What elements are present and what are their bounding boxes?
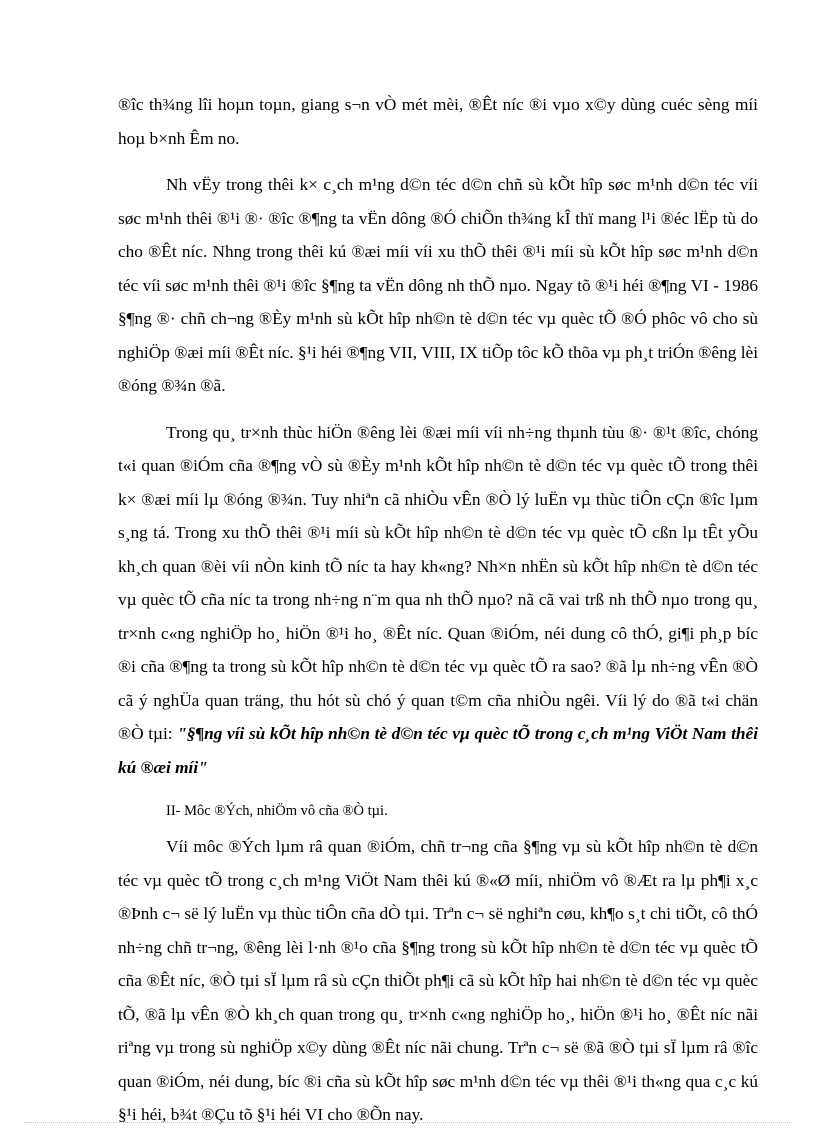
section-heading: II- Môc ®Ých, nhiÖm vô cña ®Ò tµi. — [166, 803, 388, 819]
document-body — [118, 88, 758, 1132]
paragraph-3 — [118, 416, 758, 785]
thesis-title: "§¶ng víi sù kÕt hîp nh©n tè d©n téc vµ quèc tÕ trong c¸ch m¹ng ViÖt Nam thêi kú ®æi míi" — [118, 724, 758, 777]
paragraph-4: Víi môc ®Ých lµm râ quan ®iÓm, chñ tr¬ng cña §¶ng vµ sù kÕt hîp nh©n tè d©n téc vµ quèc tÕ trong c¸ch m¹ng ViÖt Nam thêi kú ®«Ø míi, nhiÖm vô ®Æt ra lµ ph¶i x¸c ®Þnh c¬ së lý luËn vµ thùc tiÔn cña dÒ tµi. Trªn c¬ së nghiªn cøu, kh¶o s¸t chi tiÕt, cô thÓ nh÷ng chñ tr¬ng, ®êng lèi l·nh ®¹o cña §¶ng trong sù kÕt hîp nh©n tè d©n téc vµ quèc tÕ cña ®Êt níc, ®Ò tµi sÏ lµm râ sù cÇn thiÕt ph¶i cã sù kÕt hîp hai nh©n tè d©n téc vµ quèc tÕ, ®ã lµ vÊn ®Ò kh¸ch quan trong qu¸ tr×nh c«ng nghiÖp ho¸, hiÖn ®¹i ho¸ ®Êt níc nãi riªng vµ trong sù nghiÖp x©y dùng ®Êt níc nãi chung. Trªn c¬ së ®ã ®Ò tµi sÏ lµm râ ®îc quan ®iÓm, néi dung, bíc ®i cña sù kÕt hîp søc m¹nh d©n téc vµ thêi ®¹i th«ng qua c¸c kú §¹i héi, b¾t ®Çu tõ §¹i héi VI cho ®Õn nay. — [118, 837, 758, 1124]
paragraph-3-text: Trong qu¸ tr×nh thùc hiÖn ®êng lèi ®æi míi víi nh÷ng thµnh tùu ®· ®¹t ®îc, chóng t«i quan ®iÓm cña ®¶ng vÒ sù ®Èy m¹nh kÕt hîp nh©n tè d©n téc vµ quèc tÕ trong thêi k× ®æi míi lµ ®óng ®¾n. Tuy nhiªn cã nhiÒu vÊn ®Ò lý luËn vµ thùc tiÔn cÇn ®îc lµm s¸ng tá. Trong xu thÕ thêi ®¹i míi sù kÕt hîp nh©n tè d©n téc vµ quèc tÕ cßn lµ tÊt yÕu kh¸ch quan ®èi víi nÒn kinh tÕ níc ta hay kh«ng? Nh×n nhËn sù kÕt hîp nh©n tè d©n téc vµ quèc tÕ cña níc ta trong nh÷ng n¨m qua nh thÕ nµo? nã cã vai trß nh thÕ nµo trong qu¸ tr×nh c«ng nghiÖp ho¸ hiÖn ®¹i ho¸ ®Êt níc. Quan ®iÓm, néi dung cô thÓ, gi¶i ph¸p bíc ®i cña ®¶ng ta trong sù kÕt hîp nh©n tè d©n téc vµ quèc tÕ ra sao? ®ã lµ nh÷ng vÊn ®Ò cã ý nghÜa quan träng, thu hót sù chó ý quan t©m cña nhiÒu ngêi. Víi lý do ®ã t«i chän ®Ò tµi: — [118, 422, 758, 743]
paragraph-1: ®îc th¾ng lîi hoµn toµn, giang s¬n vÒ mét mèi, ®Êt níc ®i vµo x©y dùng cuéc sèng míi hoµ b×nh Êm no. — [118, 95, 758, 148]
paragraph-2: Nh vËy trong thêi k× c¸ch m¹ng d©n téc d©n chñ sù kÕt hîp søc m¹nh d©n téc víi søc m¹nh thêi ®¹i ®· ®îc ®¶ng ta vËn dông ®Ó chiÕn th¾ng kÎ thï mang l¹i ®éc lËp tù do cho ®Êt níc. Nhng trong thêi kú ®æi míi víi xu thÕ thêi ®¹i míi sù kÕt hîp søc m¹nh d©n téc víi søc m¹nh thêi ®¹i ®îc §¶ng ta vËn dông nh thÕ nµo. Ngay tõ ®¹i héi ®¶ng VI - 1986 §¶ng ®· chñ ch¬ng ®Èy m¹nh sù kÕt hîp nh©n tè d©n téc vµ quèc tÕ ®Ó phôc vô cho sù nghiÖp ®æi míi ®Êt níc. §¹i héi ®¶ng VII, VIII, IX tiÕp tôc kÕ thõa vµ ph¸t triÓn ®êng lèi ®óng ®¾n ®ã. — [118, 175, 758, 395]
